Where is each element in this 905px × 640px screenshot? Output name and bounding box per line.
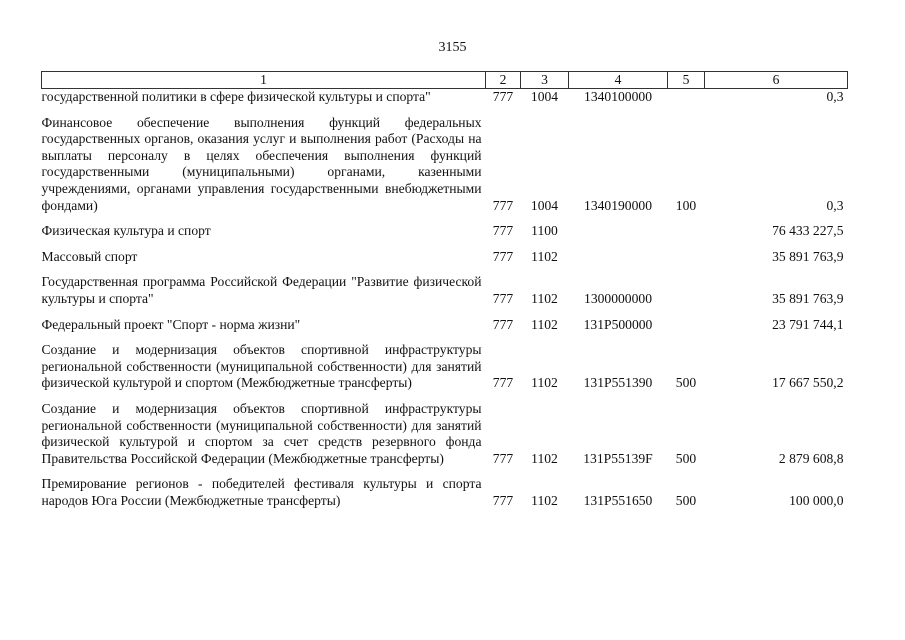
row-name: Федеральный проект "Спорт - норма жизни" xyxy=(41,316,301,332)
row-code-3: 1100 xyxy=(531,223,558,239)
row-code-4: 1300000000 xyxy=(584,290,652,306)
row-amount: 23 791 744,1 xyxy=(772,316,844,332)
row-amount: 35 891 763,9 xyxy=(772,248,844,264)
row-code-4: 1340190000 xyxy=(584,197,652,213)
row-amount: 17 667 550,2 xyxy=(772,375,844,391)
row-code-5 xyxy=(668,223,705,240)
table-row xyxy=(42,401,848,467)
row-code-3: 1102 xyxy=(531,316,558,332)
table-row xyxy=(42,476,848,509)
row-code-2: 777 xyxy=(492,248,514,264)
header-col-4: 4 xyxy=(569,72,668,89)
header-col-5: 5 xyxy=(668,72,705,89)
table-row xyxy=(42,249,848,266)
table-row xyxy=(42,342,848,392)
row-code-4 xyxy=(569,249,668,266)
row-amount: 35 891 763,9 xyxy=(772,290,844,306)
row-code-2: 777 xyxy=(492,316,514,332)
row-code-5: 500 xyxy=(675,375,697,391)
row-code-5 xyxy=(668,89,705,106)
header-col-2: 2 xyxy=(486,72,521,89)
row-name: Премирование регионов - победителей фестиваля культуры и спорта народов Юга России (Межбюджетные трансферты) xyxy=(41,476,482,508)
table-row xyxy=(42,115,848,215)
row-code-2: 777 xyxy=(492,450,514,466)
row-code-3: 1004 xyxy=(530,197,559,213)
row-code-5 xyxy=(668,274,705,307)
row-code-2: 777 xyxy=(492,290,514,306)
row-code-2: 777 xyxy=(492,375,514,391)
page-number: 3155 xyxy=(438,40,467,55)
table-row xyxy=(42,274,848,307)
row-amount: 2 879 608,8 xyxy=(778,450,844,466)
table-row xyxy=(42,317,848,334)
row-code-3: 1102 xyxy=(531,450,558,466)
row-code-2: 777 xyxy=(492,197,514,213)
row-code-3: 1102 xyxy=(531,248,558,264)
row-code-3: 1102 xyxy=(531,492,558,508)
row-amount: 0,3 xyxy=(826,89,844,104)
row-amount: 76 433 227,5 xyxy=(772,223,844,239)
row-code-4: 131P551650 xyxy=(583,492,653,508)
header-col-1: 1 xyxy=(42,72,486,89)
row-name: Физическая культура и спорт xyxy=(41,223,211,239)
row-name: Создание и модернизация объектов спортивной инфраструктуры региональной собственности (муниципальной собственности) для занятий физической культурой и спортом (Межбюджетные трансферты) xyxy=(41,342,482,391)
budget-table xyxy=(41,71,848,509)
row-name: Массовый спорт xyxy=(41,248,138,264)
row-code-4: 131P500000 xyxy=(583,316,653,332)
row-name: Создание и модернизация объектов спортивной инфраструктуры региональной собственности (муниципальной собственности) для занятий физической культурой и спортом за счет средств резервного фонда Правительства Российской Федерации (Межбюджетные трансферты) xyxy=(41,400,482,466)
row-name: государственной политики в сфере физической культуры и спорта" xyxy=(41,89,431,104)
row-code-4 xyxy=(569,223,668,240)
table-header xyxy=(42,72,848,89)
row-code-2: 777 xyxy=(492,492,514,508)
row-code-2: 777 xyxy=(492,89,514,104)
header-col-6: 6 xyxy=(705,72,848,89)
row-code-5 xyxy=(668,249,705,266)
row-code-5: 500 xyxy=(675,492,697,508)
row-code-4: 131P55139F xyxy=(583,450,653,466)
row-code-2: 777 xyxy=(492,223,514,239)
row-code-4: 1340100000 xyxy=(584,89,652,104)
table-row xyxy=(42,223,848,240)
header-col-3: 3 xyxy=(521,72,569,89)
row-amount: 0,3 xyxy=(826,197,844,213)
row-code-3: 1102 xyxy=(531,290,558,306)
row-code-3: 1004 xyxy=(530,89,559,104)
row-code-4: 131P551390 xyxy=(583,375,653,391)
table-row xyxy=(42,89,848,106)
row-code-5 xyxy=(668,317,705,334)
row-name: Финансовое обеспечение выполнения функций федеральных государственных органов, оказания услуг и выполнения работ (Расходы на выплаты персоналу в целях обеспечения выполнения функций государственными (муниципальными) органами, казенными учреждениями, органами управления государственными внебюджетными фондами) xyxy=(41,114,482,213)
row-code-5: 500 xyxy=(675,450,697,466)
row-amount: 100 000,0 xyxy=(789,492,844,508)
row-code-5: 100 xyxy=(675,197,697,213)
row-name: Государственная программа Российской Федерации "Развитие физической культуры и спорта" xyxy=(41,274,482,306)
row-code-3: 1102 xyxy=(531,375,558,391)
